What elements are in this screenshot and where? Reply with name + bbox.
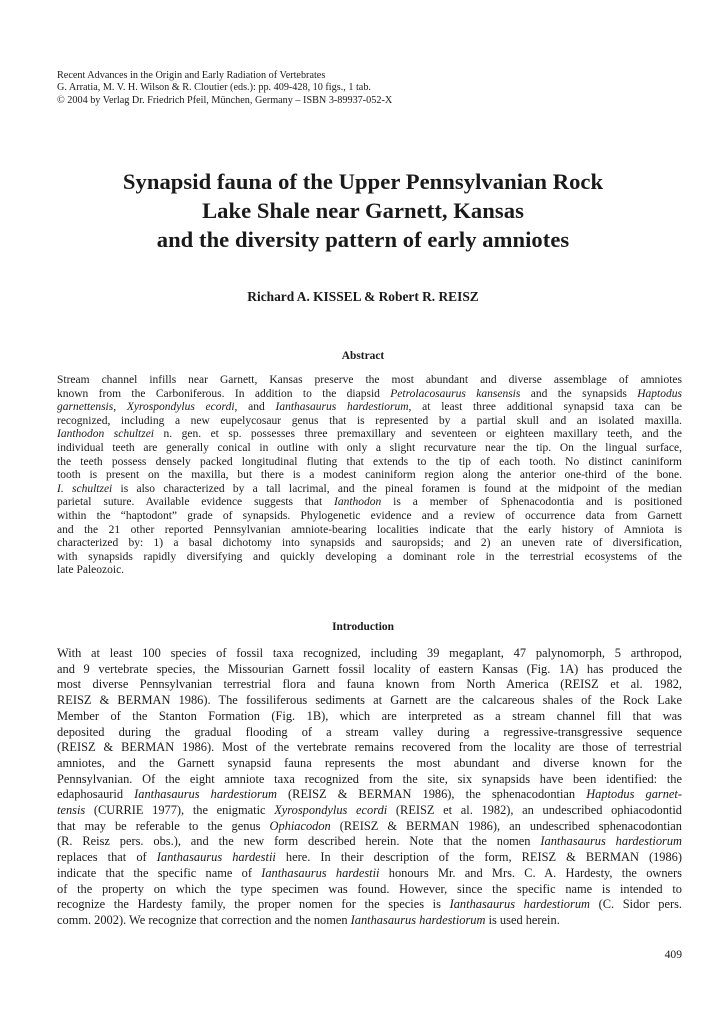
abstract-line: characterized by: 1) a basal dichotomy into synapsids and sauropsids; and 2) an uneven rate of diversification, [57, 537, 682, 550]
taxon-name: Xyrospondylus ecordi [274, 803, 388, 818]
intro-line: edaphosaurid Ianthasaurus hardestiorum (REISZ & BERMAN 1986), the sphenacodontian Haptodus garnet- [57, 787, 682, 802]
abstract-line: within the “haptodont” grade of synapsids. Phylogenetic evidence and a review of occurrence data from Garnett [57, 509, 682, 522]
abstract-line: I. schultzei is also characterized by a tall lacrimal, and the pineal foramen is found at the midpoint of the median [57, 482, 682, 495]
abstract-line: and the 21 other reported Pennsylvanian amniote-bearing localities indicate that the early history of Amniota is [57, 523, 682, 536]
intro-line: deposited during the gradual flooding of a stream valley during a regressive-transgressive sequence [57, 724, 682, 739]
intro-line: most diverse Pennsylvanian terrestrial flora and fauna known from North America (REISZ et al. 1982, [57, 677, 682, 692]
page-number: 409 [664, 948, 682, 961]
abstract-line: Ianthodon schultzei n. gen. et sp. possesses three premaxillary and seventeen or eighteen maxillary teeth, and the [57, 428, 682, 441]
intro-line: and 9 vertebrate species, the Missourian Garnett fossil locality of eastern Kansas (Fig. 1A) has produced the [57, 661, 682, 676]
abstract-line: late Paleozoic. [57, 564, 125, 577]
intro-line: of the property on which the type specimen was found. However, since the specific name is intended to [57, 881, 682, 896]
taxon-name: tensis [57, 803, 86, 818]
taxon-name: Haptodus garnet- [586, 787, 682, 802]
abstract-line: garnettensis, Xyrospondylus ecordi, and Ianthasaurus hardestiorum, at least three additional synapsid taxa can be [57, 401, 683, 414]
intro-line: REISZ & BERMAN 1986). The fossiliferous sediments at Garnett are the calcareous shales of the Rock Lake [57, 693, 682, 708]
intro-line: amniotes, and the Garnett synapsid fauna represents the most abundant and diverse known for the [57, 755, 682, 770]
taxon-name: Ianthasaurus hardestiorum [540, 834, 682, 849]
taxon-name: Ianthodon [334, 496, 382, 509]
taxon-name: garnettensis [57, 401, 114, 414]
intro-line: Pennsylvanian. Of the eight amniote taxa recognized from the site, six synapsids have been identified: the [57, 771, 682, 786]
abstract-line: parietal suture. Available evidence suggests that Ianthodon is a member of Sphenacodontia and is positioned [57, 496, 682, 509]
intro-line: (REISZ & BERMAN 1986). Most of the vertebrate remains recovered from the locality are those of terrestrial [57, 740, 682, 755]
header-line-series: Recent Advances in the Origin and Early Radiation of Vertebrates [57, 70, 326, 81]
abstract-body [57, 374, 682, 578]
taxon-name: Ianthasaurus hardestiorum [449, 897, 590, 912]
taxon-name: Ianthasaurus hardestiorum [350, 912, 486, 927]
header-line-editors: G. Arratia, M. V. H. Wilson & R. Cloutier (eds.): pp. 409-428, 10 figs., 1 tab. [57, 82, 371, 94]
introduction-body [57, 646, 682, 929]
abstract-line: recognized, including a new eupelycosaur genus that is represented by a partial skull and an isolated maxilla. [57, 414, 682, 427]
taxon-name: Haptodus [637, 387, 682, 400]
title-line: and the diversity pattern of early amniotes [156, 226, 570, 252]
paper-title [40, 168, 686, 254]
abstract-line: with synapsids rapidly diversifying and quickly developing a dominant role in the terrestrial ecosystems of the [57, 550, 682, 563]
abstract-heading: Abstract [341, 350, 385, 362]
taxon-name: Ianthasaurus hardestiorum [275, 401, 409, 414]
publication-header [57, 70, 677, 107]
abstract-line: Stream channel infills near Garnett, Kansas preserve the most abundant and diverse assemblage of amniotes [57, 374, 682, 386]
taxon-name: Ianthasaurus hardestii [261, 865, 380, 880]
title-line: Lake Shale near Garnett, Kansas [202, 197, 524, 223]
abstract-line: individual teeth are generally conical in outline with only a slight recurvature near the tip. On the lingual surface, [57, 441, 682, 454]
intro-line: comm. 2002). We recognize that correction and the nomen Ianthasaurus hardestiorum is used herein. [57, 912, 560, 927]
intro-line: (R. Reisz pers. obs.), and the new form described herein. Note that the nomen Ianthasaurus hardestiorum [57, 834, 682, 849]
abstract-line: the teeth possess densely packed longitudinal fluting that extends to the tip of each tooth. No distinct caniniform [57, 455, 682, 468]
taxon-name: Petrolacosaurus kansensis [390, 387, 521, 400]
taxon-name: Ophiacodon [269, 818, 331, 833]
intro-line: that may be referable to the genus Ophiacodon (REISZ & BERMAN 1986), an undescribed sphenacodontian [57, 818, 682, 833]
taxon-name: Ianthasaurus hardestii [156, 850, 276, 865]
title-line: Synapsid fauna of the Upper Pennsylvanian Rock [122, 169, 604, 194]
intro-line: recognize the Hardesty family, the proper nomen for the species is Ianthasaurus hardestiorum (C. Sidor pers. [57, 897, 683, 912]
intro-line: replaces that of Ianthasaurus hardestii here. In their description of the form, REISZ & BERMAN (1986) [57, 850, 683, 865]
taxon-name: Xyrospondylus ecordi [126, 401, 235, 414]
taxon-name: Ianthodon schultzei [57, 428, 155, 441]
intro-line: tensis (CURRIE 1977), the enigmatic Xyrospondylus ecordi (REISZ et al. 1982), an undescribed ophiacodontid [57, 803, 682, 818]
intro-line: indicate that the specific name of Ianthasaurus hardestii honours Mr. and Mrs. C. A. Hardesty, the owners [57, 865, 682, 880]
abstract-line: tooth is present on the maxilla, but there is a modest caniniform region along the anterior one-third of the bone. [57, 469, 682, 482]
intro-line: With at least 100 species of fossil taxa recognized, including 39 megaplant, 47 palynomorph, 5 arthropod, [57, 646, 682, 660]
introduction-heading: Introduction [332, 621, 394, 633]
header-line-copyright: © 2004 by Verlag Dr. Friedrich Pfeil, München, Germany – ISBN 3-89937-052-X [57, 94, 393, 106]
intro-line: Member of the Stanton Formation (Fig. 1B), which are interpreted as a stream channel fill that was [57, 708, 682, 723]
taxon-name: I. schultzei [57, 482, 113, 495]
author-list: Richard A. KISSEL & Robert R. REISZ [247, 289, 479, 304]
taxon-name: Ianthasaurus hardestiorum [134, 787, 277, 802]
abstract-line: known from the Carboniferous. In addition to the diapsid Petrolacosaurus kansensis and the synapsids Haptodus [57, 387, 682, 400]
